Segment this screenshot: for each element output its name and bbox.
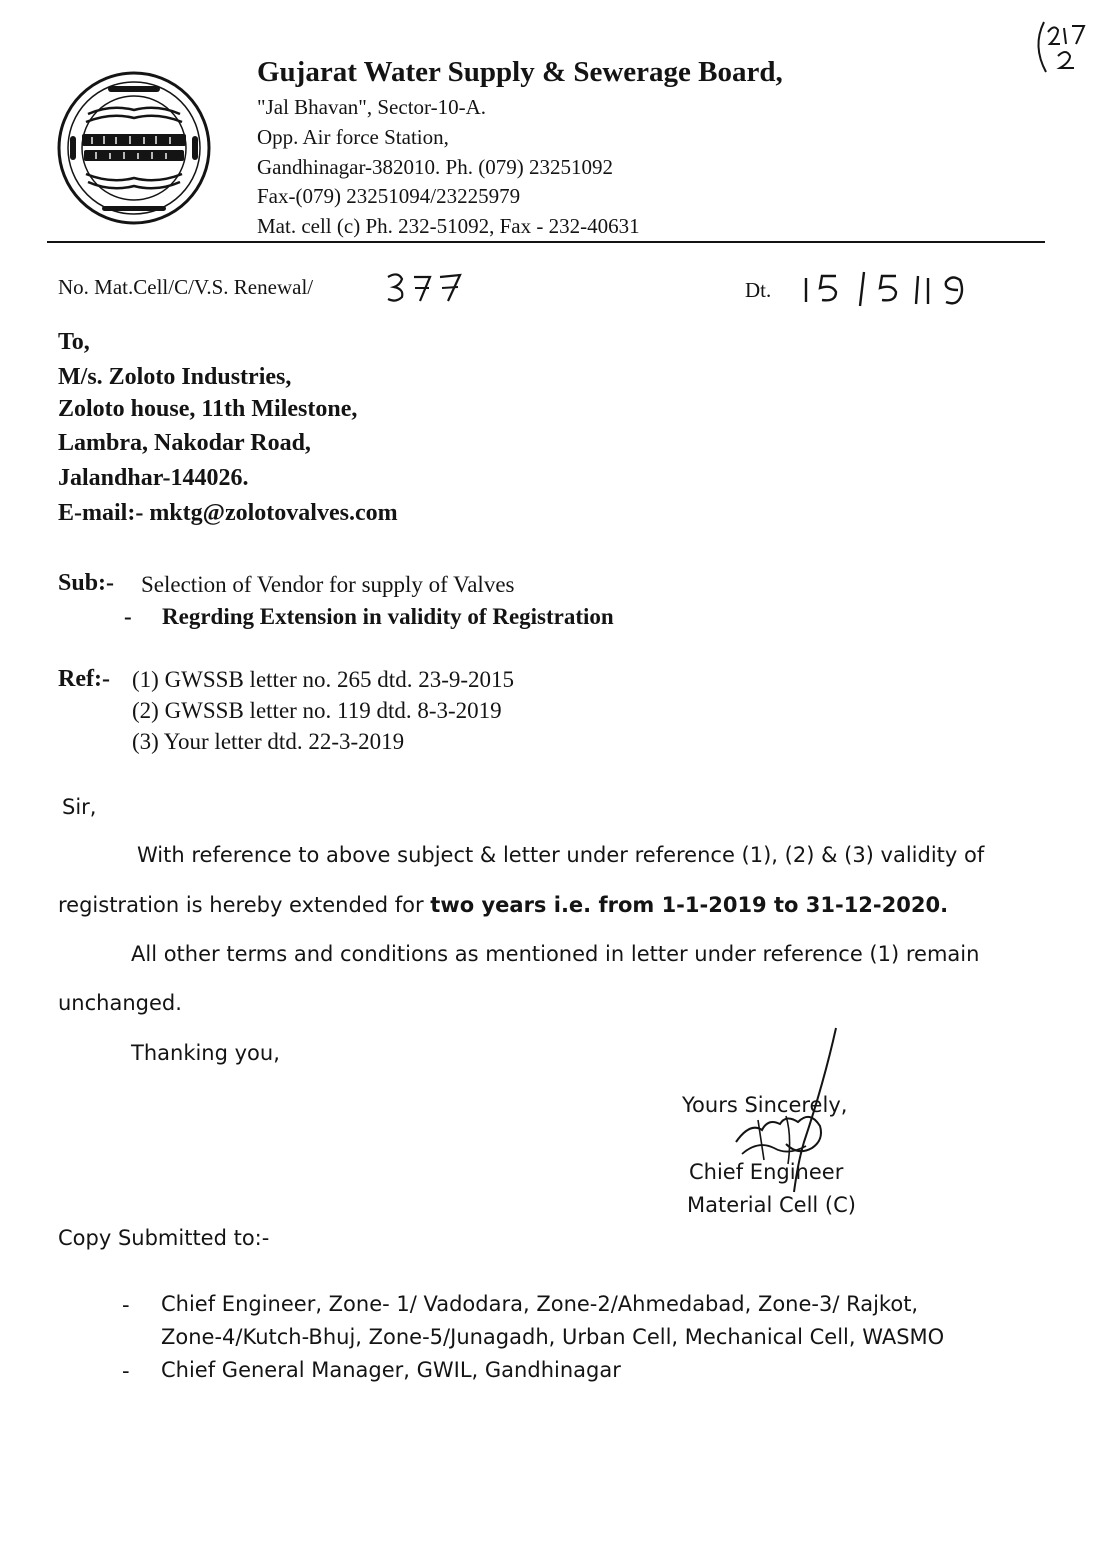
copy-recipient-continued: Zone-4/Kutch-Bhuj, Zone-5/Junagadh, Urban Cell, Mechanical Cell, WASMO — [161, 1325, 945, 1349]
paragraph-2-line-1: All other terms and conditions as mentioned in letter under reference (1) remain — [131, 942, 980, 966]
handwritten-reference-number — [384, 267, 474, 307]
handwritten-margin-note — [1030, 16, 1092, 82]
board-seal-logo — [56, 70, 212, 226]
address-line: Opp. Air force Station, — [257, 125, 449, 149]
addressee-line: M/s. Zoloto Industries, — [58, 364, 292, 390]
paragraph-1-text: registration is hereby extended for — [58, 893, 431, 917]
reference-item: (3) Your letter dtd. 22-3-2019 — [132, 729, 405, 754]
bullet-marker: - — [122, 1293, 130, 1317]
subject-label: Sub:- — [58, 570, 115, 596]
addressee-line: Jalandhar-144026. — [58, 465, 249, 491]
validity-period: two years i.e. from 1-1-2019 to 31-12-2020. — [430, 893, 949, 917]
copy-recipient: Chief Engineer, Zone- 1/ Vadodara, Zone-2/Ahmedabad, Zone-3/ Rajkot, — [161, 1292, 919, 1316]
reference-item: (1) GWSSB letter no. 265 dtd. 23-9-2015 — [132, 667, 515, 692]
addressee-line: Zoloto house, 11th Milestone, — [58, 396, 358, 422]
reference-item: (2) GWSSB letter no. 119 dtd. 8-3-2019 — [132, 698, 502, 723]
handwritten-date — [798, 268, 988, 310]
copy-recipient: Chief General Manager, GWIL, Gandhinagar — [161, 1358, 621, 1382]
header-divider — [47, 241, 1045, 243]
copy-label: Copy Submitted to:- — [58, 1226, 270, 1250]
address-line: Mat. cell (c) Ph. 232-51092, Fax - 232-40631 — [257, 214, 640, 238]
address-line: Fax-(079) 23251094/23225979 — [257, 184, 521, 208]
subject-dash: - — [124, 604, 132, 629]
date-label: Dt. — [745, 278, 772, 302]
addressee-line: To, — [58, 329, 90, 355]
closing: Yours Sincerely, — [682, 1093, 848, 1117]
bullet-marker: - — [122, 1359, 130, 1383]
addressee-line: Lambra, Nakodar Road, — [58, 430, 311, 456]
subject-detail: Regrding Extension in validity of Registration — [162, 604, 614, 629]
thanks-line: Thanking you, — [131, 1041, 280, 1065]
subject-text: Selection of Vendor for supply of Valves — [141, 572, 515, 597]
references-label: Ref:- — [58, 666, 110, 692]
address-line: Gandhinagar-382010. Ph. (079) 23251092 — [257, 155, 613, 179]
addressee-email: E-mail:- mktg@zolotovalves.com — [58, 500, 398, 526]
salutation: Sir, — [62, 795, 97, 819]
paragraph-1-line-1: With reference to above subject & letter under reference (1), (2) & (3) validity of — [137, 843, 985, 867]
signatory-department: Material Cell (C) — [687, 1193, 856, 1217]
organization-name: Gujarat Water Supply & Sewerage Board, — [257, 56, 783, 88]
reference-number-label: No. Mat.Cell/C/V.S. Renewal/ — [58, 275, 314, 299]
paragraph-1-line-2 — [58, 893, 948, 917]
signatory-title: Chief Engineer — [689, 1160, 844, 1184]
paragraph-2-line-2: unchanged. — [58, 991, 182, 1015]
address-line: "Jal Bhavan", Sector-10-A. — [257, 95, 487, 119]
